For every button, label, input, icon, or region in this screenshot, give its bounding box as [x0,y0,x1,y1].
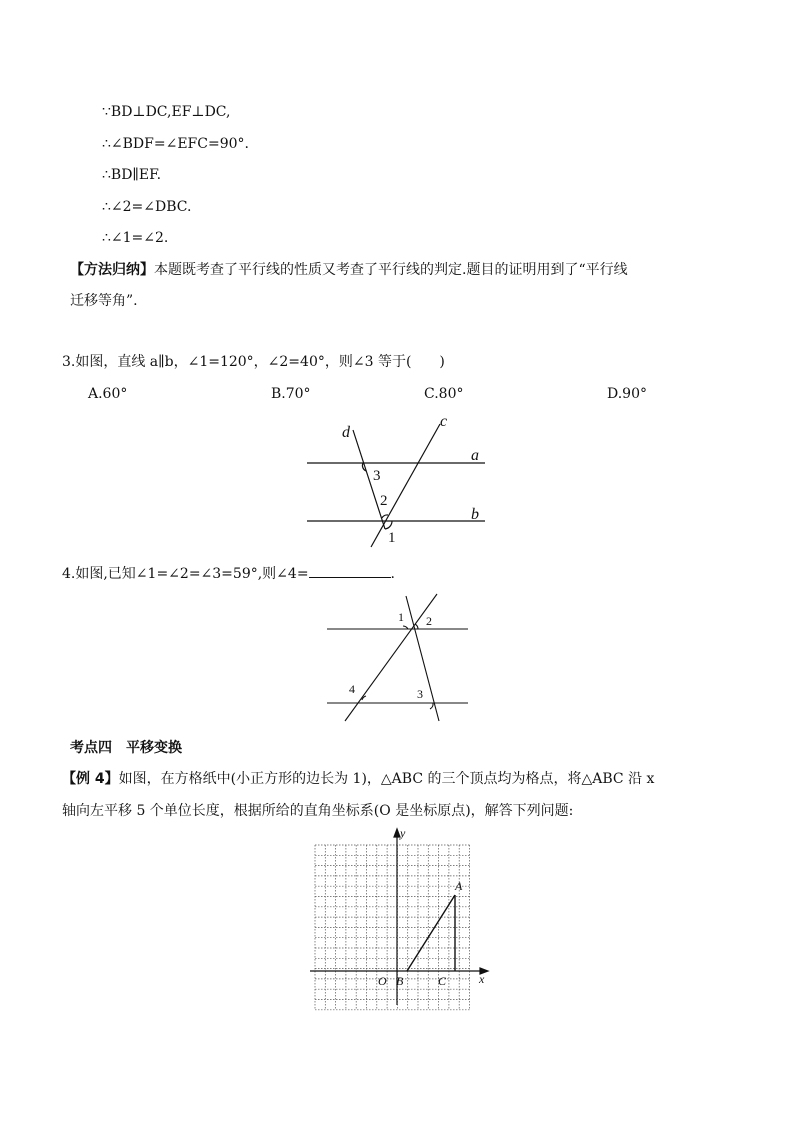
proof-line-1: ∵BD⊥DC,EF⊥DC, [102,104,231,120]
label-C: C [438,974,447,988]
proof-line-3: ∴BD∥EF. [102,167,162,183]
q4-stem-end: . [390,566,395,582]
q4-figure [320,590,480,725]
line-c [371,424,440,547]
method-summary-line-1 [70,261,628,279]
example-4-label: 【例 4】 [62,771,119,787]
q4-label-1: 1 [398,610,404,624]
q4-transversal-1 [345,594,437,721]
q4-answer-blank[interactable] [309,563,391,578]
q4-label-3: 3 [417,687,423,701]
q3-option-c: C.80° [424,386,464,402]
proof-line-4: ∴∠2=∠DBC. [102,199,192,215]
q4-angle-3-arc [430,703,433,709]
label-x: x [479,972,485,986]
label-angle-3: 3 [373,468,381,484]
question-3-stem: 3.如图，直线 a∥b，∠1=120°，∠2=40°，则∠3 等于( ) [62,354,445,370]
q3-option-d: D.90° [607,386,647,402]
q4-angle-2-arc [415,624,418,629]
example-4-text-1: 如图，在方格纸中(小正方形的边长为 1)，△ABC 的三个顶点均为格点，将△ABC 沿 x [118,771,655,787]
q3-figure [300,410,500,550]
q4-stem-text: 4.如图,已知∠1=∠2=∠3=59°,则∠4= [62,566,309,582]
coordinate-grid-figure [305,825,495,1010]
method-text-1: 本题既考查了平行线的性质又考查了平行线的判定.题目的证明用到了“平行线 [154,262,628,278]
question-4-stem [62,563,395,583]
label-O: O [378,974,387,988]
q3-option-b: B.70° [271,386,311,402]
method-text-2: 迁移等角”. [70,293,138,309]
label-a: a [471,447,479,464]
q3-option-a: A.60° [88,386,128,402]
grid [315,845,470,1010]
label-angle-1: 1 [388,530,396,546]
label-d: d [342,424,350,441]
proof-line-2: ∴∠BDF=∠EFC=90°. [102,136,249,152]
segment-AB [407,895,455,971]
angle-1-arc [385,521,392,529]
q4-label-4: 4 [349,682,355,696]
proof-line-5: ∴∠1=∠2. [102,230,169,246]
q4-label-2: 2 [426,614,432,628]
method-label: 【方法归纳】 [70,262,154,278]
label-angle-2: 2 [380,493,388,509]
label-A: A [455,879,463,893]
section-title: 考点四 平移变换 [70,740,182,756]
label-B: B [396,974,404,988]
example-4-text-2: 轴向左平移 5 个单位长度，根据所给的直角坐标系(O 是坐标原点)，解答下列问题: [62,803,574,819]
label-b: b [471,506,479,523]
label-c: c [440,413,448,430]
label-y: y [400,826,406,840]
example-4-line-1 [62,770,654,788]
